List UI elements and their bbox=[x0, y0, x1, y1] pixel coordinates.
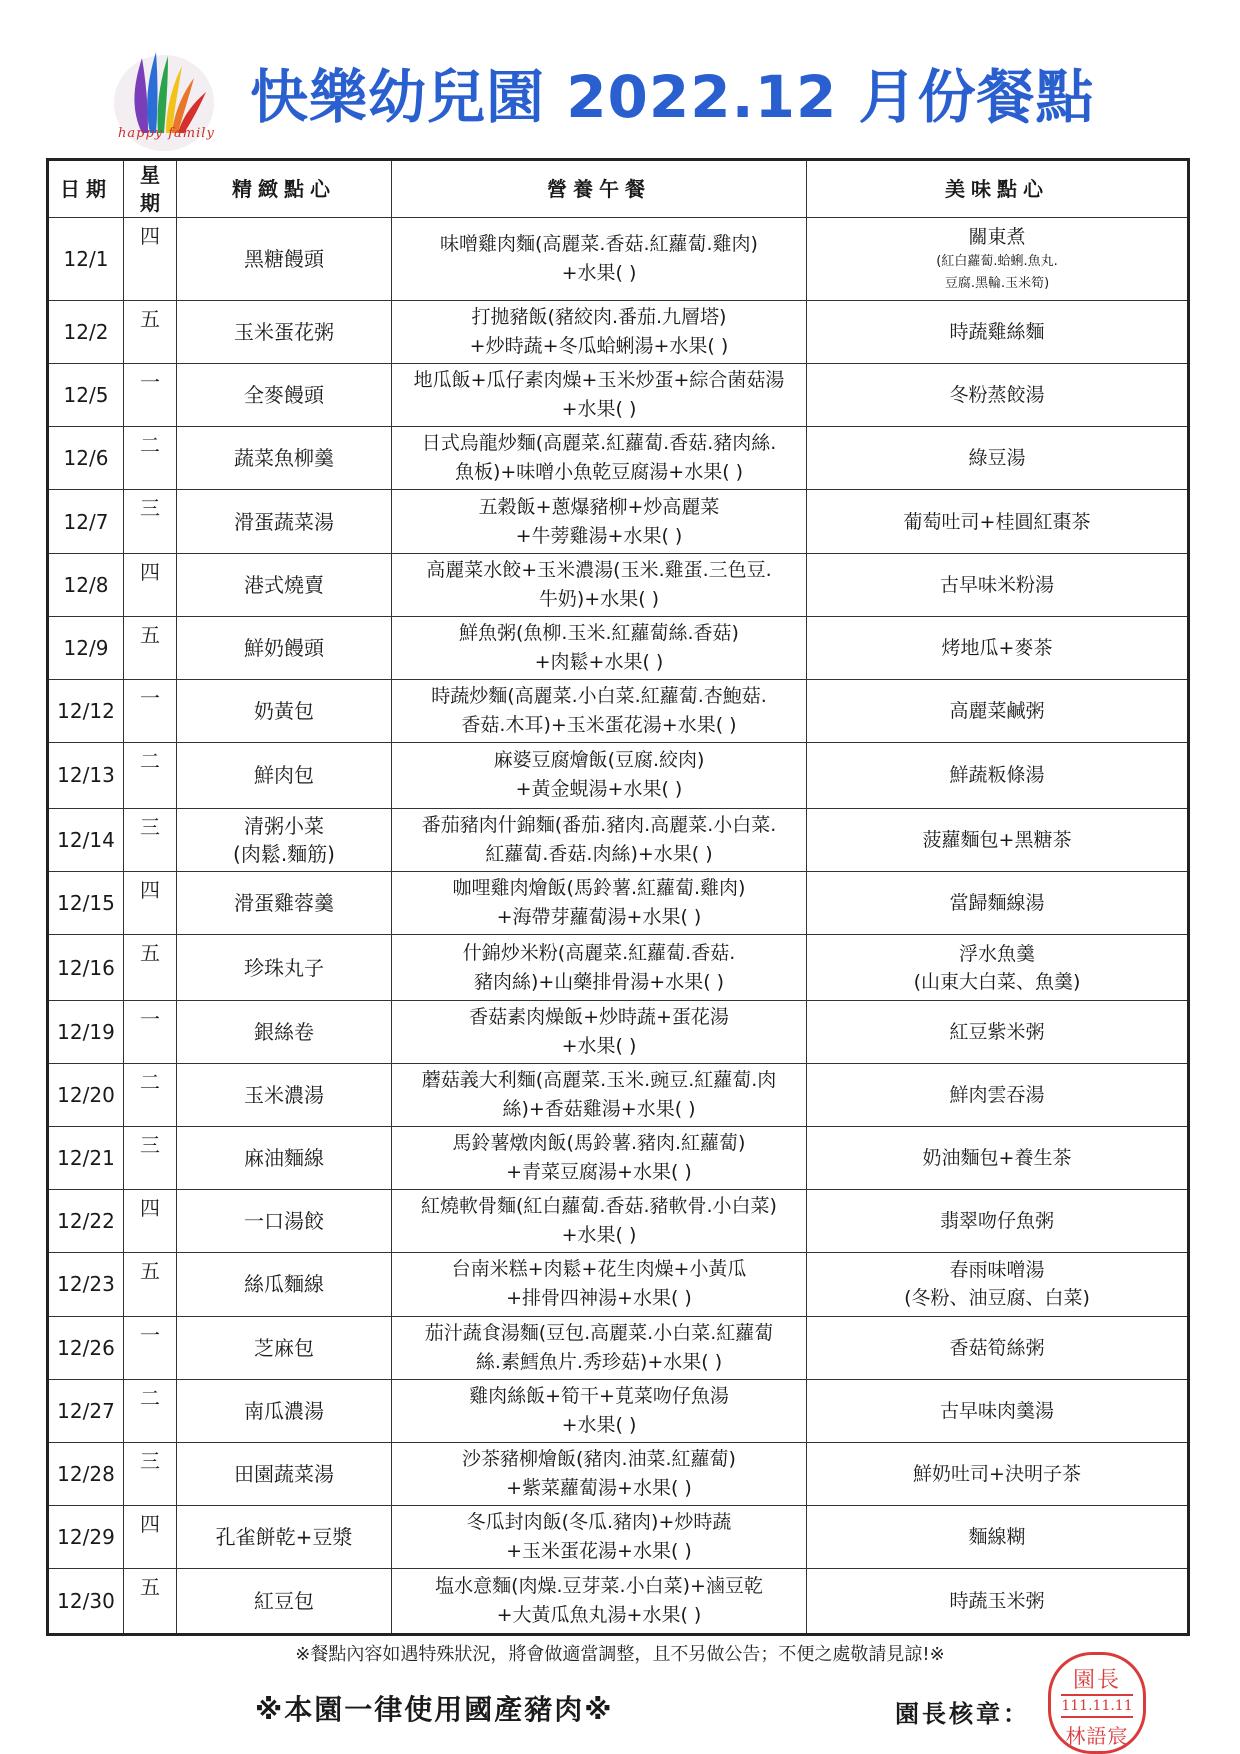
snack-am-cell bbox=[177, 1442, 392, 1505]
snack-pm-cell bbox=[807, 364, 1189, 427]
snack-am-line: 銀絲卷 bbox=[254, 1020, 314, 1045]
table-row bbox=[48, 553, 1189, 616]
weekday-cell: 三 bbox=[124, 808, 177, 871]
snack-am-line: 奶黃包 bbox=[254, 698, 314, 723]
snack-am-cell bbox=[177, 742, 392, 808]
date-cell: 12/7 bbox=[48, 490, 124, 553]
lunch-line: +青菜豆腐湯+水果( ) bbox=[506, 1161, 692, 1184]
snack-pm-cell bbox=[807, 1316, 1189, 1379]
lunch-line: 魚板)+味噌小魚乾豆腐湯+水果( ) bbox=[454, 461, 744, 484]
snack-am-line: (肉鬆.麵筋) bbox=[233, 841, 335, 866]
snack-pm-cell bbox=[807, 427, 1189, 490]
snack-pm-line: (紅白蘿蔔.蛤蜊.魚丸. bbox=[936, 254, 1058, 270]
table-row bbox=[48, 1190, 1189, 1253]
lunch-line: +肉鬆+水果( ) bbox=[534, 650, 664, 673]
table-header-row bbox=[48, 160, 1189, 218]
table-row bbox=[48, 1568, 1189, 1634]
snack-pm-line: 當歸麵線湯 bbox=[949, 891, 1045, 914]
snack-pm-line: 豆腐.黑輪.玉米筍) bbox=[944, 276, 1050, 292]
snack-pm-line: 鮮奶吐司+決明子茶 bbox=[913, 1462, 1081, 1485]
snack-am-cell bbox=[177, 1316, 392, 1379]
table-row bbox=[48, 616, 1189, 679]
weekday-cell: 三 bbox=[124, 490, 177, 553]
lunch-line: 馬鈴薯燉肉飯(馬鈴薯.豬肉.紅蘿蔔) bbox=[452, 1132, 746, 1155]
weekday-cell: 二 bbox=[124, 427, 177, 490]
table-row bbox=[48, 301, 1189, 364]
snack-pm-line: 菠蘿麵包+黑糖茶 bbox=[922, 828, 1072, 851]
lunch-line: 咖哩雞肉燴飯(馬鈴薯.紅蘿蔔.雞肉) bbox=[452, 876, 746, 899]
lunch-cell bbox=[392, 1316, 807, 1379]
lunch-line: 打拋豬飯(豬絞肉.番茄.九層塔) bbox=[471, 306, 727, 329]
lunch-line: +玉米蛋花湯+水果( ) bbox=[506, 1539, 692, 1562]
lunch-line: +大黃瓜魚丸湯+水果( ) bbox=[496, 1603, 702, 1626]
snack-am-line: 孔雀餅乾+豆漿 bbox=[215, 1524, 353, 1549]
lunch-line: +紫菜蘿蔔湯+水果( ) bbox=[506, 1476, 692, 1499]
lunch-line: +牛蒡雞湯+水果( ) bbox=[515, 524, 683, 547]
snack-am-line: 全麥饅頭 bbox=[244, 383, 324, 408]
snack-am-cell bbox=[177, 1379, 392, 1442]
lunch-line: 味噌雞肉麵(高麗菜.香菇.紅蘿蔔.雞肉) bbox=[440, 233, 758, 256]
snack-pm-cell bbox=[807, 301, 1189, 364]
snack-pm-cell bbox=[807, 1190, 1189, 1253]
date-cell: 12/23 bbox=[48, 1253, 124, 1316]
snack-pm-line: 綠豆湯 bbox=[968, 447, 1026, 470]
table-row bbox=[48, 1505, 1189, 1568]
lunch-cell bbox=[392, 808, 807, 871]
snack-am-cell bbox=[177, 935, 392, 1001]
snack-pm-cell bbox=[807, 742, 1189, 808]
date-cell: 12/13 bbox=[48, 742, 124, 808]
lunch-line: +水果( ) bbox=[561, 1035, 637, 1058]
date-cell: 12/6 bbox=[48, 427, 124, 490]
snack-am-cell bbox=[177, 1001, 392, 1064]
date-cell: 12/27 bbox=[48, 1379, 124, 1442]
snack-am-cell bbox=[177, 427, 392, 490]
header-lunch: 營養午餐 bbox=[392, 160, 807, 218]
snack-am-cell bbox=[177, 1253, 392, 1316]
snack-pm-cell bbox=[807, 935, 1189, 1001]
lunch-line: +水果( ) bbox=[561, 262, 637, 285]
table-row bbox=[48, 1064, 1189, 1127]
header-snack-am: 精緻點心 bbox=[177, 160, 392, 218]
snack-pm-line: 葡萄吐司+桂圓紅棗茶 bbox=[903, 510, 1091, 533]
weekday-cell: 四 bbox=[124, 218, 177, 301]
weekday-cell: 四 bbox=[124, 1190, 177, 1253]
lunch-cell bbox=[392, 742, 807, 808]
snack-pm-cell bbox=[807, 1001, 1189, 1064]
lunch-line: 香菇素肉燥飯+炒時蔬+蛋花湯 bbox=[469, 1006, 729, 1029]
snack-am-cell bbox=[177, 1505, 392, 1568]
date-cell: 12/22 bbox=[48, 1190, 124, 1253]
adjustment-note: ※餐點內容如遇特殊狀況，將會做適當調整，且不另做公告；不便之處敬請見諒!※ bbox=[295, 1644, 945, 1665]
snack-am-line: 田園蔬菜湯 bbox=[234, 1461, 334, 1486]
lunch-line: 地瓜飯+瓜仔素肉燥+玉米炒蛋+綜合菌菇湯 bbox=[413, 369, 785, 392]
snack-pm-cell bbox=[807, 1127, 1189, 1190]
date-cell: 12/1 bbox=[48, 218, 124, 301]
date-cell: 12/19 bbox=[48, 1001, 124, 1064]
date-cell: 12/15 bbox=[48, 871, 124, 934]
table-row bbox=[48, 490, 1189, 553]
menu-table bbox=[46, 158, 1190, 1636]
lunch-cell bbox=[392, 427, 807, 490]
snack-pm-line: 香菇筍絲粥 bbox=[949, 1336, 1045, 1359]
snack-pm-line: 冬粉蒸餃湯 bbox=[949, 384, 1045, 407]
snack-pm-cell bbox=[807, 871, 1189, 934]
snack-pm-cell bbox=[807, 808, 1189, 871]
snack-pm-line: (冬粉、油豆腐、白菜) bbox=[904, 1287, 1090, 1310]
lunch-cell bbox=[392, 553, 807, 616]
lunch-line: 鮮魚粥(魚柳.玉米.紅蘿蔔絲.香菇) bbox=[459, 621, 739, 644]
principal-stamp bbox=[1048, 1652, 1146, 1754]
table-row bbox=[48, 364, 1189, 427]
logo-flame-icon bbox=[112, 48, 242, 158]
snack-pm-line: 春雨味噌湯 bbox=[949, 1259, 1045, 1282]
lunch-line: 時蔬炒麵(高麗菜.小白菜.紅蘿蔔.杏鮑菇. bbox=[431, 684, 767, 707]
table-row bbox=[48, 1316, 1189, 1379]
lunch-line: +水果( ) bbox=[561, 1224, 637, 1247]
snack-am-line: 麻油麵線 bbox=[244, 1146, 324, 1171]
weekday-cell: 三 bbox=[124, 1442, 177, 1505]
snack-pm-line: 浮水魚羹 bbox=[958, 942, 1035, 965]
lunch-cell bbox=[392, 1190, 807, 1253]
lunch-line: 雞肉絲飯+筍干+莧菜吻仔魚湯 bbox=[469, 1384, 729, 1407]
snack-pm-line: 奶油麵包+養生茶 bbox=[922, 1147, 1072, 1170]
snack-am-cell bbox=[177, 616, 392, 679]
lunch-line: 五穀飯+蔥爆豬柳+炒高麗菜 bbox=[478, 495, 720, 518]
snack-pm-cell bbox=[807, 553, 1189, 616]
lunch-cell bbox=[392, 871, 807, 934]
lunch-line: 高麗菜水餃+玉米濃湯(玉米.雞蛋.三色豆. bbox=[426, 558, 772, 581]
lunch-line: 茄汁蔬食湯麵(豆包.高麗菜.小白菜.紅蘿蔔 bbox=[424, 1321, 774, 1344]
lunch-line: 沙茶豬柳燴飯(豬肉.油菜.紅蘿蔔) bbox=[462, 1447, 736, 1470]
pork-notice: ※本園一律使用國產豬肉※ bbox=[255, 1693, 614, 1726]
snack-am-line: 鮮肉包 bbox=[254, 763, 314, 788]
table-row bbox=[48, 679, 1189, 742]
snack-pm-cell bbox=[807, 1064, 1189, 1127]
stamp-date: 111.11.11 bbox=[1061, 1694, 1133, 1718]
lunch-line: 蘑菇義大利麵(高麗菜.玉米.豌豆.紅蘿蔔.肉 bbox=[421, 1069, 777, 1092]
snack-pm-line: 紅豆紫米粥 bbox=[949, 1021, 1045, 1044]
snack-am-line: 一口湯餃 bbox=[244, 1209, 324, 1234]
stamp-title: 園長 bbox=[1072, 1668, 1121, 1693]
snack-am-line: 珍珠丸子 bbox=[244, 955, 324, 980]
lunch-cell bbox=[392, 218, 807, 301]
date-cell: 12/30 bbox=[48, 1568, 124, 1634]
weekday-cell: 一 bbox=[124, 364, 177, 427]
snack-pm-cell bbox=[807, 1442, 1189, 1505]
lunch-cell bbox=[392, 616, 807, 679]
snack-pm-line: 高麗菜鹹粥 bbox=[949, 699, 1045, 722]
lunch-cell bbox=[392, 1379, 807, 1442]
snack-am-cell bbox=[177, 490, 392, 553]
weekday-cell: 五 bbox=[124, 1253, 177, 1316]
lunch-line: 塩水意麵(肉燥.豆芽菜.小白菜)+滷豆乾 bbox=[435, 1574, 763, 1597]
lunch-line: +水果( ) bbox=[561, 1413, 637, 1436]
lunch-cell bbox=[392, 1127, 807, 1190]
header-date: 日期 bbox=[48, 160, 124, 218]
weekday-cell: 三 bbox=[124, 1127, 177, 1190]
lunch-cell bbox=[392, 364, 807, 427]
snack-pm-line: 時蔬玉米粥 bbox=[949, 1589, 1045, 1612]
table-row bbox=[48, 935, 1189, 1001]
snack-am-line: 鮮奶饅頭 bbox=[244, 635, 324, 660]
weekday-cell: 五 bbox=[124, 301, 177, 364]
snack-pm-line: 關東煮 bbox=[968, 226, 1026, 249]
header-snack-pm: 美味點心 bbox=[807, 160, 1189, 218]
weekday-cell: 二 bbox=[124, 1064, 177, 1127]
snack-am-line: 南瓜濃湯 bbox=[244, 1398, 324, 1423]
snack-am-cell bbox=[177, 1190, 392, 1253]
snack-pm-cell bbox=[807, 679, 1189, 742]
table-row bbox=[48, 1442, 1189, 1505]
snack-am-line: 紅豆包 bbox=[254, 1588, 314, 1613]
lunch-line: 台南米糕+肉鬆+花生肉燥+小黃瓜 bbox=[451, 1258, 747, 1281]
snack-am-cell bbox=[177, 553, 392, 616]
date-cell: 12/14 bbox=[48, 808, 124, 871]
table-row bbox=[48, 742, 1189, 808]
date-cell: 12/5 bbox=[48, 364, 124, 427]
weekday-cell: 一 bbox=[124, 1316, 177, 1379]
lunch-cell bbox=[392, 490, 807, 553]
snack-pm-cell bbox=[807, 616, 1189, 679]
table-row bbox=[48, 218, 1189, 301]
weekday-cell: 四 bbox=[124, 1505, 177, 1568]
snack-am-cell bbox=[177, 301, 392, 364]
lunch-line: 冬瓜封肉飯(冬瓜.豬肉)+炒時蔬 bbox=[466, 1510, 732, 1533]
snack-pm-cell bbox=[807, 1505, 1189, 1568]
date-cell: 12/12 bbox=[48, 679, 124, 742]
snack-pm-cell bbox=[807, 1568, 1189, 1634]
snack-pm-line: (山東大白菜、魚羹) bbox=[913, 970, 1081, 993]
date-cell: 12/8 bbox=[48, 553, 124, 616]
stamp-name: 林語宸 bbox=[1065, 1724, 1129, 1748]
lunch-cell bbox=[392, 1442, 807, 1505]
snack-am-cell bbox=[177, 1127, 392, 1190]
snack-am-cell bbox=[177, 364, 392, 427]
weekday-cell: 一 bbox=[124, 679, 177, 742]
table-row bbox=[48, 1001, 1189, 1064]
date-cell: 12/2 bbox=[48, 301, 124, 364]
weekday-cell: 四 bbox=[124, 553, 177, 616]
lunch-line: 豬肉絲)+山藥排骨湯+水果( ) bbox=[473, 970, 725, 993]
table-row bbox=[48, 871, 1189, 934]
table-row bbox=[48, 1127, 1189, 1190]
lunch-line: +排骨四神湯+水果( ) bbox=[506, 1287, 692, 1310]
snack-pm-line: 鮮蔬粄條湯 bbox=[949, 764, 1045, 787]
date-cell: 12/16 bbox=[48, 935, 124, 1001]
snack-pm-cell bbox=[807, 490, 1189, 553]
table-row bbox=[48, 427, 1189, 490]
snack-pm-line: 鮮肉雲吞湯 bbox=[949, 1084, 1045, 1107]
lunch-cell bbox=[392, 1505, 807, 1568]
page-title: 快樂幼兒園 2022.12 月份餐點 bbox=[250, 63, 1095, 131]
snack-am-line: 滑蛋蔬菜湯 bbox=[234, 509, 334, 534]
logo bbox=[112, 48, 242, 158]
lunch-line: 紅蘿蔔.香菇.肉絲)+水果( ) bbox=[485, 842, 713, 865]
snack-am-cell bbox=[177, 1568, 392, 1634]
snack-pm-line: 翡翠吻仔魚粥 bbox=[939, 1210, 1054, 1233]
snack-am-cell bbox=[177, 1064, 392, 1127]
snack-am-cell bbox=[177, 218, 392, 301]
weekday-cell: 五 bbox=[124, 616, 177, 679]
snack-am-line: 港式燒賣 bbox=[244, 572, 324, 597]
snack-am-line: 玉米濃湯 bbox=[244, 1083, 324, 1108]
weekday-cell: 一 bbox=[124, 1001, 177, 1064]
lunch-line: +水果( ) bbox=[561, 398, 637, 421]
header-weekday: 星期 bbox=[124, 160, 177, 218]
weekday-cell: 二 bbox=[124, 1379, 177, 1442]
logo-text: happy family bbox=[118, 126, 215, 141]
lunch-line: +黃金蜆湯+水果( ) bbox=[515, 778, 683, 801]
signature-label: 園長核章： bbox=[895, 1700, 1030, 1728]
date-cell: 12/20 bbox=[48, 1064, 124, 1127]
table-row bbox=[48, 808, 1189, 871]
snack-pm-cell bbox=[807, 1253, 1189, 1316]
date-cell: 12/9 bbox=[48, 616, 124, 679]
lunch-line: 什錦炒米粉(高麗菜.紅蘿蔔.香菇. bbox=[462, 941, 736, 964]
date-cell: 12/26 bbox=[48, 1316, 124, 1379]
snack-pm-line: 古早味米粉湯 bbox=[939, 573, 1054, 596]
lunch-cell bbox=[392, 935, 807, 1001]
snack-am-cell bbox=[177, 808, 392, 871]
lunch-line: +炒時蔬+冬瓜蛤蜊湯+水果( ) bbox=[469, 335, 729, 358]
lunch-line: 番茄豬肉什錦麵(番茄.豬肉.高麗菜.小白菜. bbox=[421, 813, 777, 836]
snack-am-line: 蔬菜魚柳羹 bbox=[234, 446, 334, 471]
weekday-cell: 二 bbox=[124, 742, 177, 808]
weekday-cell: 五 bbox=[124, 935, 177, 1001]
snack-pm-cell bbox=[807, 1379, 1189, 1442]
snack-am-line: 黑糖饅頭 bbox=[244, 247, 324, 272]
lunch-line: 麻婆豆腐燴飯(豆腐.絞肉) bbox=[493, 749, 705, 772]
lunch-line: 日式烏龍炒麵(高麗菜.紅蘿蔔.香菇.豬肉絲. bbox=[421, 432, 777, 455]
table-row bbox=[48, 1253, 1189, 1316]
lunch-line: +海帶芽蘿蔔湯+水果( ) bbox=[496, 905, 702, 928]
snack-pm-line: 麵線糊 bbox=[968, 1525, 1026, 1548]
snack-pm-line: 烤地瓜+麥茶 bbox=[941, 636, 1053, 659]
snack-pm-line: 時蔬雞絲麵 bbox=[949, 321, 1045, 344]
date-cell: 12/21 bbox=[48, 1127, 124, 1190]
lunch-cell bbox=[392, 1253, 807, 1316]
snack-am-line: 芝麻包 bbox=[254, 1335, 314, 1360]
snack-pm-line: 古早味肉羹湯 bbox=[939, 1399, 1054, 1422]
weekday-cell: 五 bbox=[124, 1568, 177, 1634]
lunch-line: 絲)+香菇雞湯+水果( ) bbox=[502, 1098, 696, 1121]
lunch-line: 絲.素鱈魚片.秀珍菇)+水果( ) bbox=[475, 1350, 723, 1373]
table-row bbox=[48, 1379, 1189, 1442]
date-cell: 12/28 bbox=[48, 1442, 124, 1505]
lunch-cell bbox=[392, 679, 807, 742]
weekday-cell: 四 bbox=[124, 871, 177, 934]
snack-am-line: 絲瓜麵線 bbox=[244, 1272, 324, 1297]
lunch-line: 香菇.木耳)+玉米蛋花湯+水果( ) bbox=[461, 713, 737, 736]
menu-body bbox=[48, 218, 1189, 1635]
lunch-line: 牛奶)+水果( ) bbox=[538, 587, 660, 610]
lunch-cell bbox=[392, 1001, 807, 1064]
snack-am-line: 清粥小菜 bbox=[244, 813, 324, 838]
snack-pm-cell bbox=[807, 218, 1189, 301]
lunch-cell bbox=[392, 1568, 807, 1634]
lunch-line: 紅燒軟骨麵(紅白蘿蔔.香菇.豬軟骨.小白菜) bbox=[421, 1195, 777, 1218]
snack-am-cell bbox=[177, 679, 392, 742]
snack-am-cell bbox=[177, 871, 392, 934]
snack-am-line: 滑蛋雞蓉羹 bbox=[234, 890, 334, 915]
lunch-cell bbox=[392, 301, 807, 364]
lunch-cell bbox=[392, 1064, 807, 1127]
snack-am-line: 玉米蛋花粥 bbox=[234, 320, 334, 345]
date-cell: 12/29 bbox=[48, 1505, 124, 1568]
